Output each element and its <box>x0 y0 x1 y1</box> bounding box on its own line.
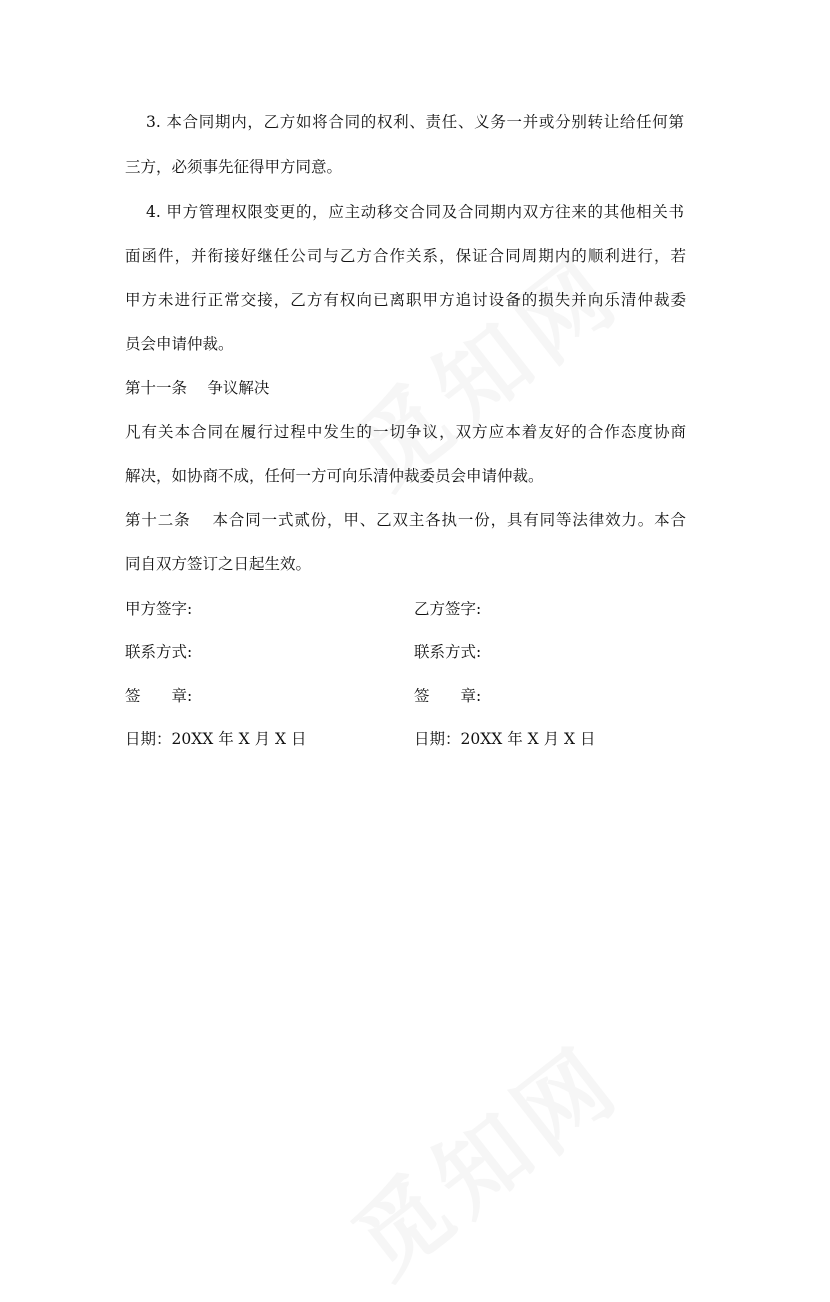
watermark <box>322 1010 644 1302</box>
party-b-signature-label: 乙方签字: <box>414 600 482 618</box>
paragraph-line: 三方，必须事先征得甲方同意。 <box>125 158 343 176</box>
section-heading: 第十一条 争议解决 <box>125 379 270 397</box>
paragraph-line: 4. 甲方管理权限变更的，应主动移交合同及合同期内双方往来的其他相关书 <box>146 203 684 221</box>
party-a-contact-label: 联系方式: <box>125 643 193 661</box>
party-b-seal-label: 签 章: <box>414 687 482 705</box>
party-b-date: 日期：20XX 年 X 月 X 日 <box>414 730 596 748</box>
paragraph-line: 3. 本合同期内，乙方如将合同的权利、责任、义务一并或分别转让给任何第 <box>146 113 684 131</box>
paragraph-line: 甲方未进行正常交接，乙方有权向已离职甲方追讨设备的损失并向乐清仲裁委 <box>125 291 686 309</box>
paragraph-line: 凡有关本合同在履行过程中发生的一切争议，双方应本着友好的合作态度协商 <box>125 423 686 441</box>
party-a-seal-label: 签 章: <box>125 687 193 705</box>
party-a-signature-label: 甲方签字: <box>125 600 193 618</box>
party-b-contact-label: 联系方式: <box>414 643 482 661</box>
paragraph-line: 面函件，并衔接好继任公司与乙方合作关系，保证合同周期内的顺利进行，若 <box>125 247 686 265</box>
paragraph-line: 员会申请仲裁。 <box>125 335 234 353</box>
paragraph-line: 同自双方签订之日起生效。 <box>125 555 312 573</box>
party-a-date: 日期：20XX 年 X 月 X 日 <box>125 730 307 748</box>
paragraph-line: 解决，如协商不成，任何一方可向乐清仲裁委员会申请仲裁。 <box>125 467 544 485</box>
paragraph-line: 第十二条 本合同一式贰份，甲、乙双主各执一份，具有同等法律效力。本合 <box>125 511 686 529</box>
